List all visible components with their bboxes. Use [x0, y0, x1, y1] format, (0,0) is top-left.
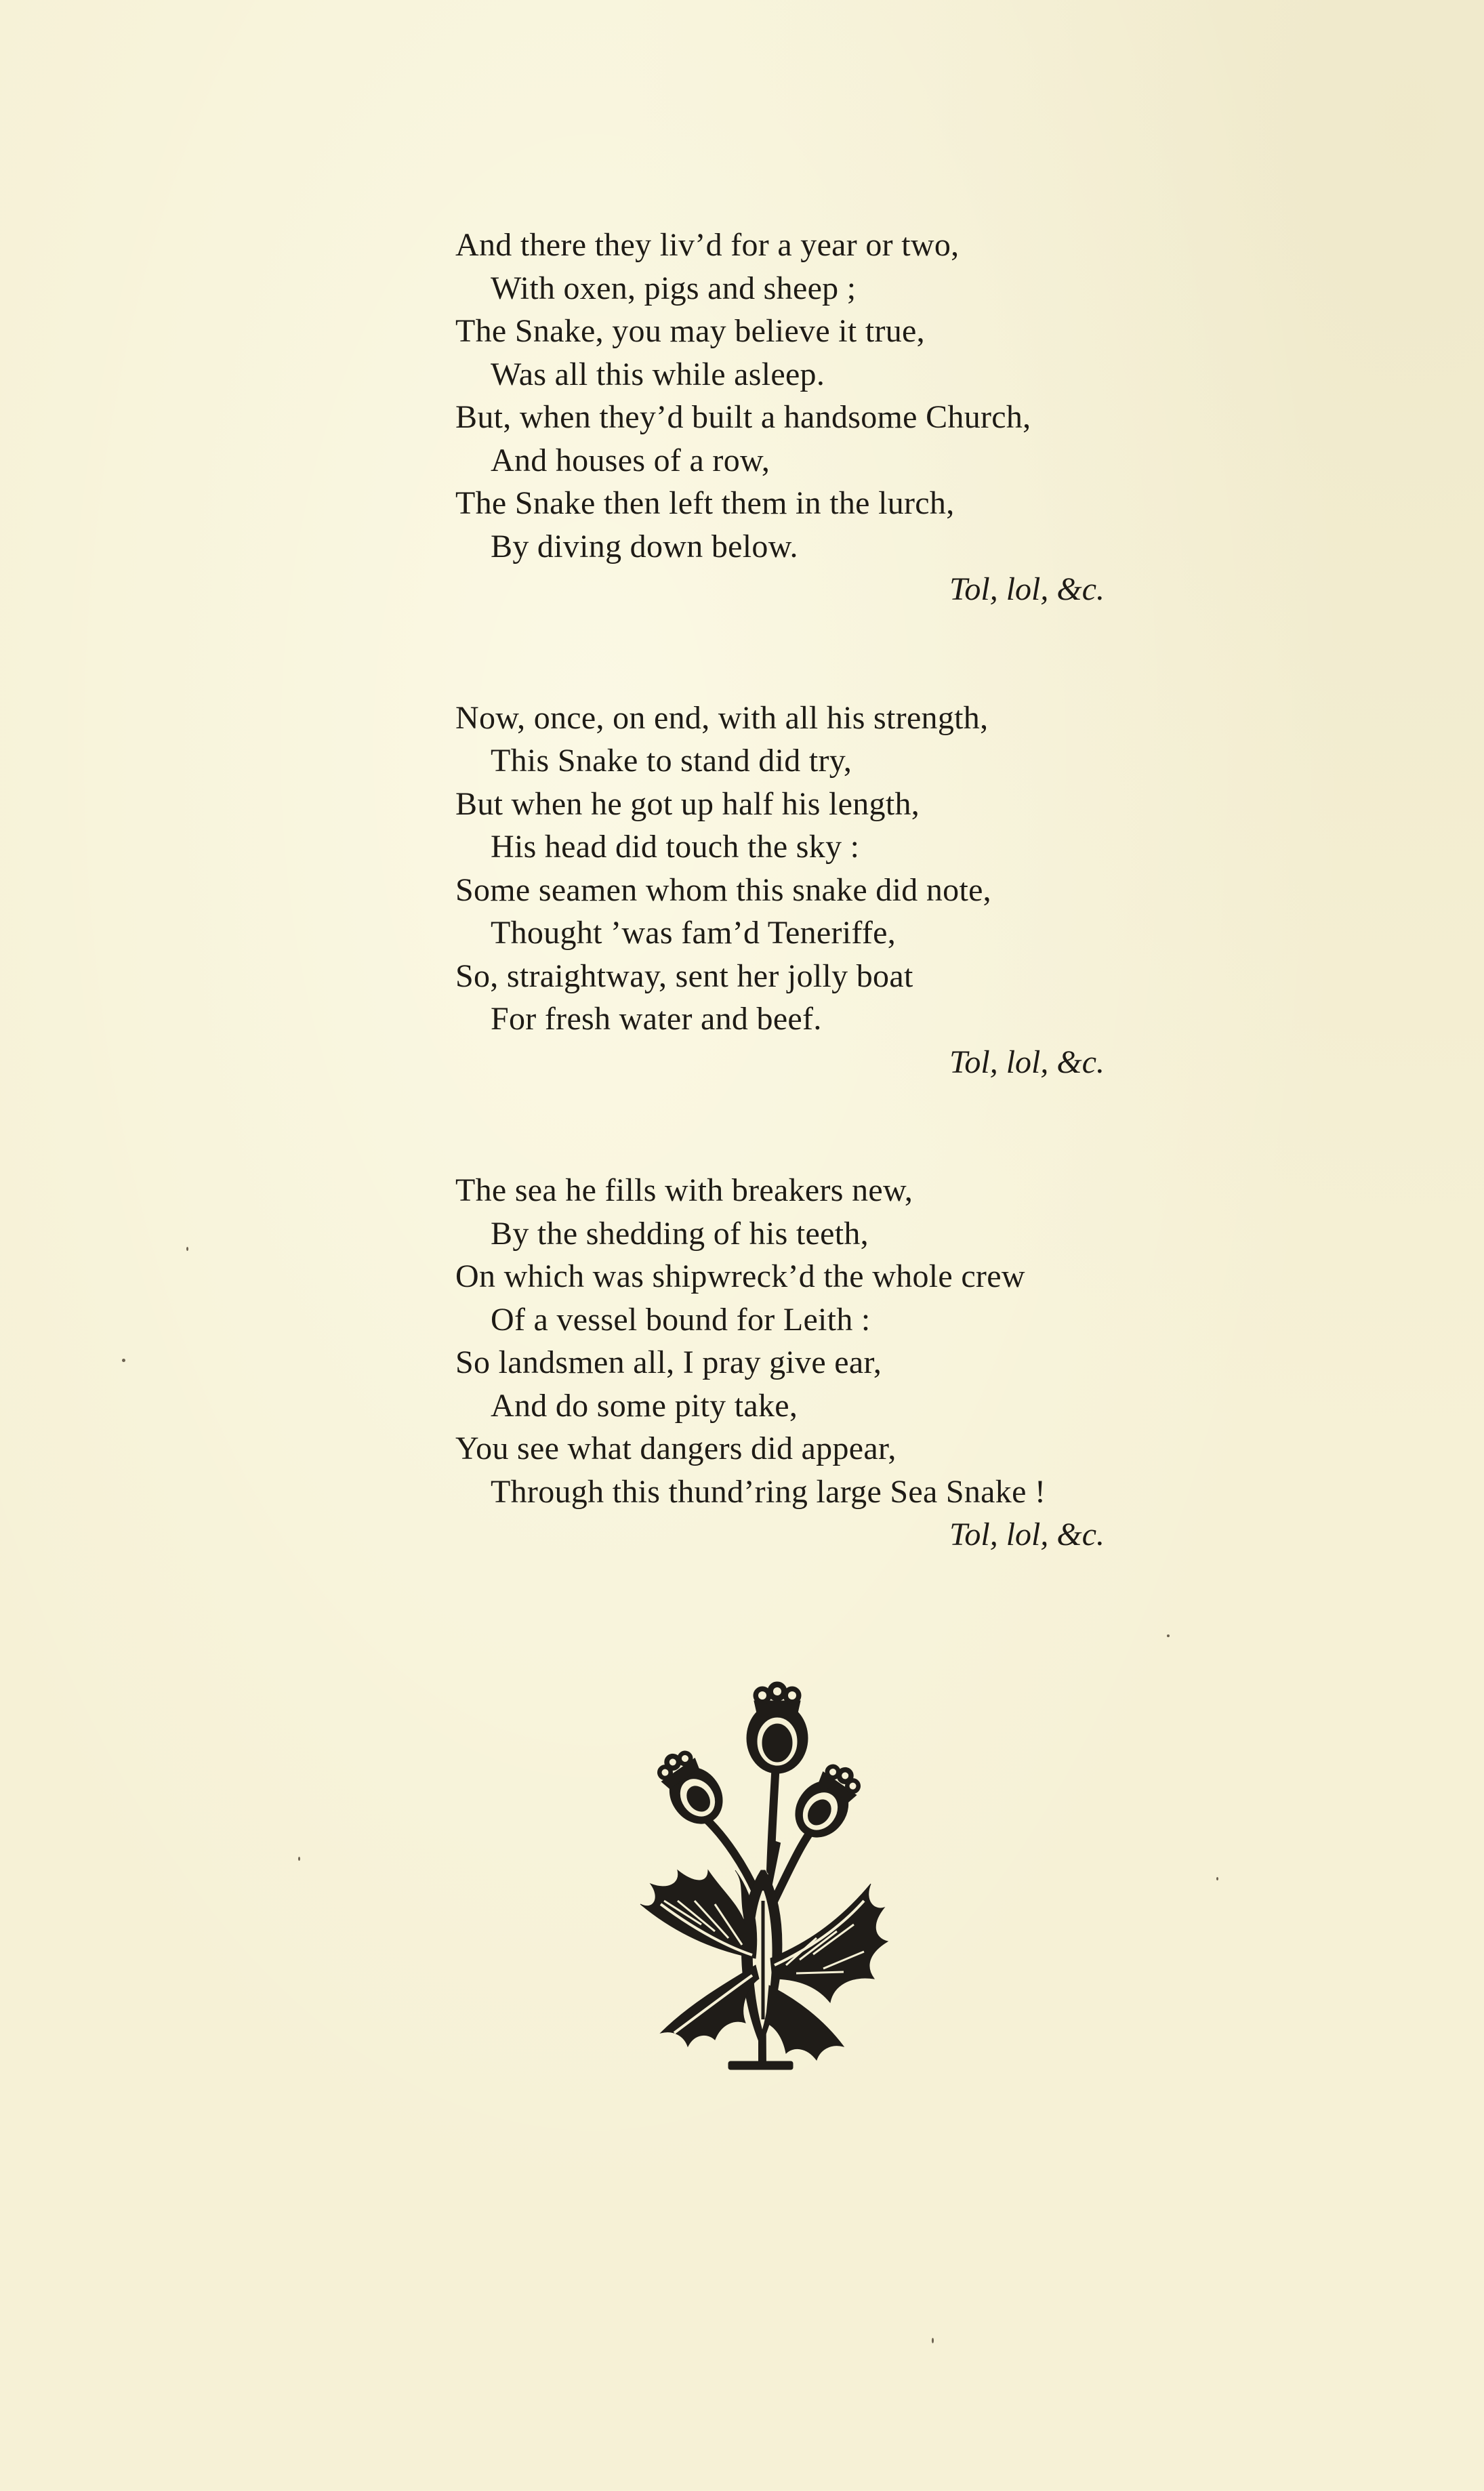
paper-speck — [932, 2338, 934, 2343]
verse-line: And houses of a row, — [491, 442, 770, 478]
paper-speck — [298, 1857, 300, 1861]
verse-line: By the shedding of his teeth, — [491, 1215, 869, 1252]
stanza-gap — [455, 1084, 1133, 1169]
verse-line: Was all this while asleep. — [491, 356, 825, 392]
paper-speck — [1216, 1877, 1218, 1880]
verse-line: The Snake, you may believe it true, — [455, 313, 925, 349]
verse-line: The Snake then left them in the lurch, — [455, 485, 955, 521]
verse-line: But when he got up half his length, — [455, 785, 920, 822]
stanza-1 — [455, 224, 1133, 611]
verse-line: The sea he fills with breakers new, — [455, 1172, 913, 1208]
paper-speck — [1167, 1634, 1170, 1637]
stanza-gap — [455, 611, 1133, 697]
verse-line: So landsmen all, I pray give ear, — [455, 1344, 882, 1380]
verse-line: With oxen, pigs and sheep ; — [491, 270, 857, 306]
refrain: Tol, lol, &c. — [949, 571, 1105, 607]
verse-line: On which was shipwreck’d the whole crew — [455, 1258, 1025, 1294]
paper-speck — [122, 1359, 125, 1362]
refrain: Tol, lol, &c. — [949, 1044, 1105, 1080]
verse-line: Thought ’was fam’d Teneriffe, — [491, 915, 896, 951]
verse-line: And there they liv’d for a year or two, — [455, 227, 960, 263]
verse-line: His head did touch the sky : — [491, 829, 860, 865]
verse-line: Now, once, on end, with all his strength, — [455, 699, 989, 736]
verse-line: Through this thund’ring large Sea Snake ! — [491, 1473, 1046, 1510]
verse-line: So, straightway, sent her jolly boat — [455, 958, 913, 994]
verse-line: For fresh water and beef. — [491, 1001, 822, 1037]
refrain: Tol, lol, &c. — [949, 1517, 1105, 1552]
paper-speck — [186, 1247, 188, 1251]
verse-line: This Snake to stand did try, — [491, 743, 852, 779]
stanza-2 — [455, 697, 1133, 1084]
verse-line: By diving down below. — [491, 528, 798, 564]
verse-line: Of a vessel bound for Leith : — [491, 1301, 871, 1338]
thistle-flower-woodcut-icon — [620, 1667, 905, 2087]
stanza-3 — [455, 1169, 1133, 1557]
verse-line: And do some pity take, — [491, 1387, 798, 1424]
verse-line: But, when they’d built a handsome Church, — [455, 399, 1031, 435]
poem — [455, 224, 1133, 1557]
verse-line: You see what dangers did appear, — [455, 1430, 896, 1466]
verse-line: Some seamen whom this snake did note, — [455, 871, 991, 908]
